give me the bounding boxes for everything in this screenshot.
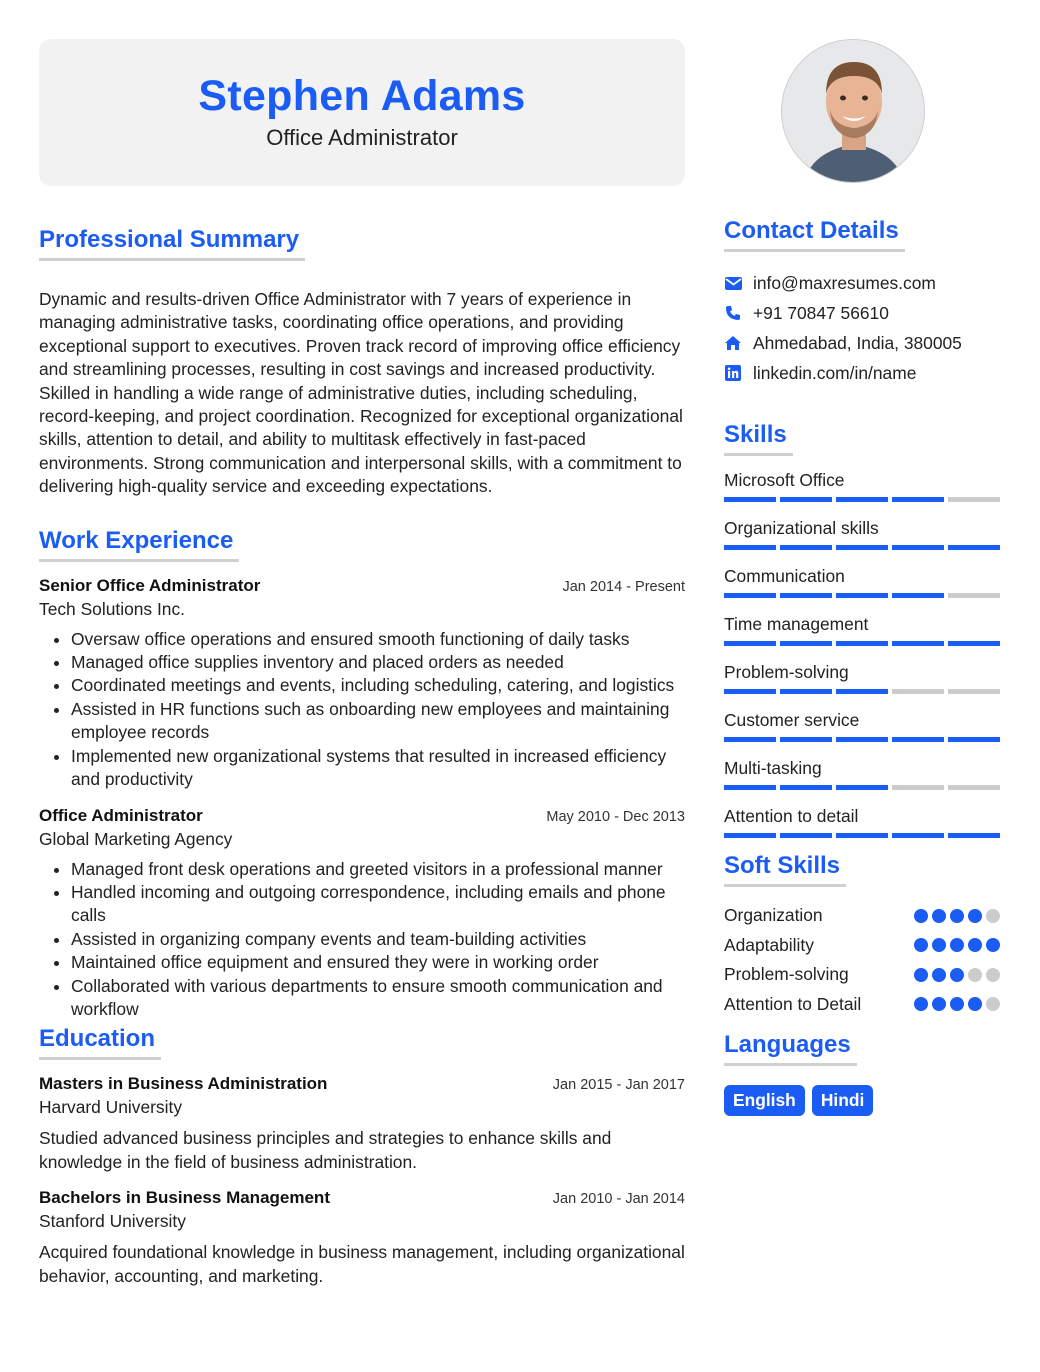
contact-linkedin[interactable] — [724, 358, 1000, 388]
soft-skill-rating — [914, 968, 1000, 982]
skill-level-segment — [780, 545, 832, 550]
skill-level-bar — [724, 689, 1000, 694]
skill-level-segment — [724, 689, 776, 694]
education-date: Jan 2015 - Jan 2017 — [552, 1077, 685, 1094]
rating-dot — [986, 968, 1000, 982]
skill-level-segment — [836, 737, 888, 742]
contact-section — [724, 217, 1000, 388]
summary-title: Professional Summary — [39, 226, 305, 261]
languages-list — [724, 1085, 1000, 1116]
skill-level-segment — [948, 785, 1000, 790]
rating-dot — [986, 997, 1000, 1011]
skill-level-segment — [724, 497, 776, 502]
skill-level-segment — [836, 833, 888, 838]
experience-title: Work Experience — [39, 527, 239, 562]
contact-title: Contact Details — [724, 217, 905, 252]
education-entry — [39, 1188, 685, 1288]
skill-name: Multi-tasking — [724, 758, 822, 778]
envelope-icon — [724, 274, 742, 292]
soft-skill-name: Organization — [724, 905, 823, 926]
skills-list — [724, 468, 1000, 838]
contact-address — [724, 328, 1000, 358]
soft-skill-item — [724, 901, 1000, 931]
soft-skill-name: Adaptability — [724, 934, 814, 955]
contact-email[interactable] — [724, 268, 1000, 298]
job-date: Jan 2014 - Present — [562, 578, 685, 595]
education-date: Jan 2010 - Jan 2014 — [552, 1191, 685, 1208]
rating-dot — [950, 968, 964, 982]
skill-level-segment — [724, 641, 776, 646]
rating-dot — [968, 938, 982, 952]
skill-level-segment — [780, 593, 832, 598]
skill-level-segment — [724, 785, 776, 790]
soft-skill-rating — [914, 997, 1000, 1011]
soft-skill-item — [724, 931, 1000, 961]
languages-title: Languages — [724, 1031, 857, 1066]
skill-name: Time management — [724, 614, 869, 634]
soft-skill-rating — [914, 938, 1000, 952]
rating-dot — [986, 909, 1000, 923]
candidate-role: Office Administrator — [266, 125, 458, 150]
skill-level-segment — [892, 641, 944, 646]
rating-dot — [914, 938, 928, 952]
job-entry — [39, 576, 685, 792]
soft-skill-rating — [914, 909, 1000, 923]
job-organization: Global Marketing Agency — [39, 828, 233, 849]
rating-dot — [932, 968, 946, 982]
soft-skills-list — [724, 901, 1000, 1019]
job-organization: Tech Solutions Inc. — [39, 598, 185, 619]
main-column — [39, 39, 685, 1288]
job-bullet: • Managed office supplies inventory and placed orders as needed — [71, 651, 685, 674]
phone-icon — [724, 304, 742, 322]
rating-dot — [950, 997, 964, 1011]
skill-item — [724, 516, 1000, 550]
skill-item — [724, 804, 1000, 838]
skill-level-segment — [836, 689, 888, 694]
rating-dot — [968, 968, 982, 982]
skill-level-segment — [892, 689, 944, 694]
skill-level-segment — [836, 545, 888, 550]
skill-name: Microsoft Office — [724, 470, 845, 490]
skill-name: Communication — [724, 566, 845, 586]
skill-level-segment — [724, 593, 776, 598]
skill-item — [724, 660, 1000, 694]
profile-photo — [781, 39, 925, 183]
experience-section — [39, 527, 685, 1022]
skill-level-segment — [892, 497, 944, 502]
contact-phone[interactable] — [724, 298, 1000, 328]
skill-level-segment — [724, 545, 776, 550]
language-badge: Hindi — [812, 1085, 873, 1116]
candidate-name: Stephen Adams — [198, 72, 526, 120]
job-bullet: • Implemented new organizational systems that resulted in increased efficiency and productivity — [71, 745, 685, 792]
job-bullet: • Assisted in organizing company events and team-building activities — [71, 928, 685, 951]
skill-level-segment — [892, 545, 944, 550]
job-entry — [39, 806, 685, 1022]
skills-section — [724, 421, 1000, 838]
skill-level-segment — [948, 641, 1000, 646]
skill-level-segment — [948, 497, 1000, 502]
rating-dot — [914, 968, 928, 982]
skill-level-bar — [724, 737, 1000, 742]
skill-item — [724, 564, 1000, 598]
skill-level-segment — [780, 833, 832, 838]
degree-title: Bachelors in Business Management — [39, 1188, 330, 1208]
skill-level-segment — [948, 545, 1000, 550]
school-name: Stanford University — [39, 1211, 186, 1232]
skill-name: Problem-solving — [724, 662, 849, 682]
job-bullets — [39, 628, 685, 792]
soft-skills-section — [724, 852, 1000, 1019]
avatar-illustration — [782, 40, 925, 183]
rating-dot — [932, 997, 946, 1011]
skill-level-segment — [892, 737, 944, 742]
contact-phone-text: +91 70847 56610 — [753, 302, 889, 323]
skill-level-segment — [836, 593, 888, 598]
education-description: Studied advanced business principles and strategies to enhance skills and knowledge in the field of business administration. — [39, 1128, 612, 1173]
soft-skill-name: Attention to Detail — [724, 993, 862, 1014]
degree-title: Masters in Business Administration — [39, 1074, 328, 1094]
skill-level-segment — [780, 785, 832, 790]
education-title: Education — [39, 1025, 161, 1060]
summary-section — [39, 226, 685, 499]
soft-skill-item — [724, 960, 1000, 990]
job-bullet: • Coordinated meetings and events, including scheduling, catering, and logistics — [71, 674, 685, 697]
job-bullet: • Assisted in HR functions such as onboarding new employees and maintaining employee records — [71, 698, 685, 745]
skill-level-segment — [724, 737, 776, 742]
skills-title: Skills — [724, 421, 793, 456]
skill-level-segment — [948, 833, 1000, 838]
rating-dot — [950, 938, 964, 952]
contact-linkedin-text: linkedin.com/in/name — [753, 362, 917, 383]
job-bullet: • Handled incoming and outgoing correspondence, including emails and phone calls — [71, 881, 685, 928]
linkedin-icon — [724, 364, 742, 382]
language-badge: English — [724, 1085, 805, 1116]
skill-level-segment — [836, 641, 888, 646]
skill-level-segment — [836, 785, 888, 790]
job-bullet: • Managed front desk operations and greeted visitors in a professional manner — [71, 858, 685, 881]
soft-skill-name: Problem-solving — [724, 964, 849, 985]
job-bullet: • Collaborated with various departments to ensure smooth communication and workflow — [71, 975, 685, 1022]
rating-dot — [950, 909, 964, 923]
job-title: Senior Office Administrator — [39, 575, 261, 595]
skill-level-bar — [724, 593, 1000, 598]
skill-level-bar — [724, 833, 1000, 838]
skill-level-bar — [724, 497, 1000, 502]
rating-dot — [968, 997, 982, 1011]
home-icon — [724, 334, 742, 352]
skill-level-segment — [780, 497, 832, 502]
skill-level-segment — [892, 785, 944, 790]
skill-level-bar — [724, 545, 1000, 550]
soft-skills-title: Soft Skills — [724, 852, 846, 887]
skill-level-segment — [948, 689, 1000, 694]
rating-dot — [932, 938, 946, 952]
skill-level-segment — [780, 689, 832, 694]
skill-item — [724, 468, 1000, 502]
header-box — [39, 39, 685, 186]
languages-section — [724, 1031, 1000, 1116]
skill-level-segment — [780, 641, 832, 646]
skill-level-segment — [948, 737, 1000, 742]
sidebar-column — [724, 39, 1000, 1116]
rating-dot — [986, 938, 1000, 952]
skill-level-segment — [724, 833, 776, 838]
skill-level-segment — [892, 593, 944, 598]
education-description: Acquired foundational knowledge in business management, including organizational behavior, accounting, and marketing. — [39, 1242, 685, 1287]
soft-skill-item — [724, 990, 1000, 1020]
contact-email-text: info@maxresumes.com — [753, 272, 936, 293]
skill-level-segment — [836, 497, 888, 502]
job-date: May 2010 - Dec 2013 — [546, 808, 685, 825]
skill-name: Organizational skills — [724, 518, 879, 538]
skill-item — [724, 708, 1000, 742]
skill-level-segment — [892, 833, 944, 838]
skill-name: Customer service — [724, 710, 860, 730]
skill-item — [724, 612, 1000, 646]
rating-dot — [914, 997, 928, 1011]
skill-level-segment — [780, 737, 832, 742]
skill-level-bar — [724, 641, 1000, 646]
skill-level-segment — [948, 593, 1000, 598]
rating-dot — [932, 909, 946, 923]
skill-level-bar — [724, 785, 1000, 790]
education-section — [39, 1025, 685, 1288]
skill-name: Attention to detail — [724, 806, 859, 826]
summary-text: Dynamic and results-driven Office Administrator with 7 years of experience in managing administrative tasks, coordinating office operations, and providing exceptional support to executives. Proven track record of improving office efficiency and streamlining processes, resulting in cost savings and increased productivity. Skilled in handling a wide range of administrative duties, including scheduling, record-keeping, and project coordination. Recognized for exceptional organizational skills, attention to detail, and ability to multitask effectively in fast-paced environments. Strong communication and interpersonal skills, with a commitment to delivering high-quality service and exceeding expectations. — [39, 289, 683, 497]
skill-item — [724, 756, 1000, 790]
rating-dot — [914, 909, 928, 923]
school-name: Harvard University — [39, 1097, 183, 1118]
education-entry — [39, 1074, 685, 1174]
rating-dot — [968, 909, 982, 923]
job-bullet: • Oversaw office operations and ensured smooth functioning of daily tasks — [71, 628, 685, 651]
contact-address-text: Ahmedabad, India, 380005 — [753, 332, 962, 353]
job-bullet: • Maintained office equipment and ensured they were in working order — [71, 951, 685, 974]
job-bullets — [39, 858, 685, 1022]
job-title: Office Administrator — [39, 805, 203, 825]
